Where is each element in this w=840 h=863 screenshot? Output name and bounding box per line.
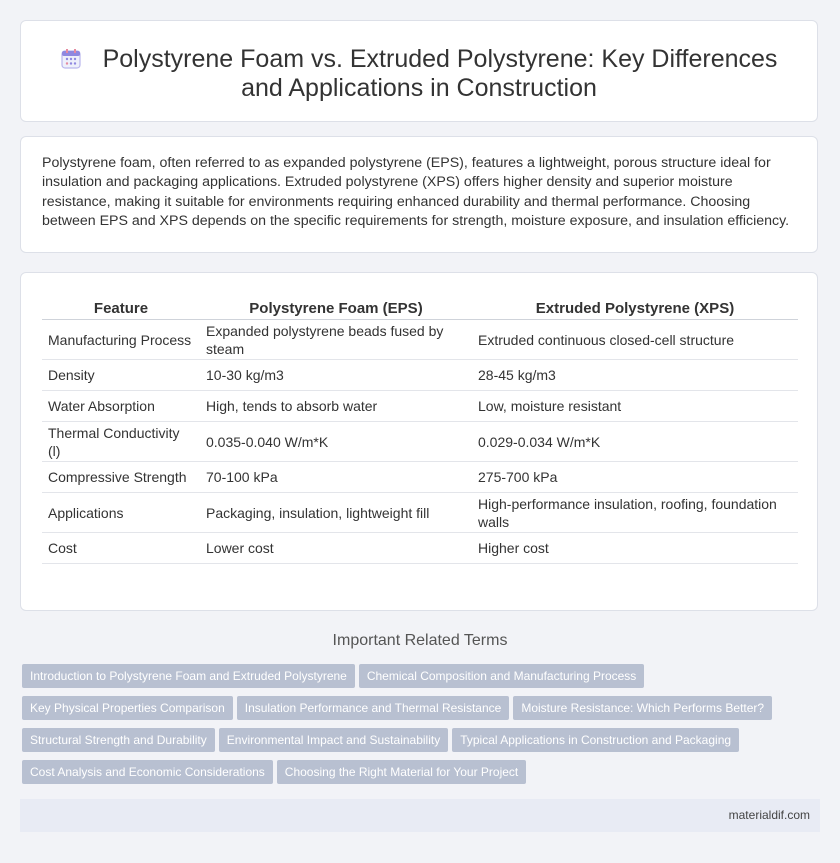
- header-feature: Feature: [42, 297, 200, 320]
- table-row: [42, 422, 798, 462]
- table-row: [42, 391, 798, 422]
- related-terms-title: Important Related Terms: [332, 632, 508, 649]
- footer-bar: [20, 799, 820, 832]
- table-cell: Compressive Strength: [42, 462, 200, 493]
- tag-row: [22, 664, 782, 696]
- table-cell: 0.029-0.034 W/m*K: [472, 422, 798, 462]
- intro-card: [20, 136, 818, 253]
- tag-row: [22, 728, 782, 760]
- table-row: [42, 320, 798, 360]
- table-cell: High, tends to absorb water: [200, 391, 472, 422]
- table-cell: High-performance insulation, roofing, foundation walls: [472, 493, 798, 533]
- intro-paragraph: Polystyrene foam, often referred to as expanded polystyrene (EPS), features a lightweight, porous structure ideal for insulation and packaging applications. Extruded polystyrene (XPS) offers higher density and superior moisture resistance, making it suitable for environments requiring enhanced durability and thermal performance. Choosing between EPS and XPS depends on the specific requirements for strength, moisture exposure, and insulation efficiency.: [42, 155, 790, 229]
- table-cell: Packaging, insulation, lightweight fill: [200, 493, 472, 533]
- tag-row: [22, 696, 782, 728]
- term-tag[interactable]: Cost Analysis and Economic Considerations: [22, 760, 273, 784]
- table-cell: Higher cost: [472, 533, 798, 564]
- table-cell: Lower cost: [200, 533, 472, 564]
- table-header-row: [42, 297, 798, 320]
- table-cell: Cost: [42, 533, 200, 564]
- table-cell: Extruded continuous closed-cell structure: [472, 320, 798, 360]
- comparison-table: [42, 297, 798, 564]
- header-xps: Extruded Polystyrene (XPS): [472, 297, 798, 320]
- term-tag[interactable]: Introduction to Polystyrene Foam and Extruded Polystyrene: [22, 664, 355, 688]
- header-eps: Polystyrene Foam (EPS): [200, 297, 472, 320]
- table-cell: 275-700 kPa: [472, 462, 798, 493]
- tag-row: [22, 760, 782, 792]
- term-tag[interactable]: Moisture Resistance: Which Performs Better?: [513, 696, 772, 720]
- table-cell: 28-45 kg/m3: [472, 360, 798, 391]
- term-tag[interactable]: Environmental Impact and Sustainability: [219, 728, 448, 752]
- table-row: [42, 493, 798, 533]
- table-cell: Applications: [42, 493, 200, 533]
- term-tag[interactable]: Choosing the Right Material for Your Project: [277, 760, 526, 784]
- term-tag[interactable]: Chemical Composition and Manufacturing Process: [359, 664, 644, 688]
- page-title: Polystyrene Foam vs. Extruded Polystyrene: Key Differences and Applications in Construction: [102, 45, 778, 102]
- calendar-icon: [61, 49, 81, 69]
- table-cell: Density: [42, 360, 200, 391]
- table-cell: Expanded polystyrene beads fused by steam: [200, 320, 472, 360]
- table-cell: Thermal Conductivity (l): [42, 422, 200, 462]
- table-row: [42, 533, 798, 564]
- title-card: [20, 20, 818, 122]
- related-terms-list: [22, 664, 782, 792]
- term-tag[interactable]: Insulation Performance and Thermal Resistance: [237, 696, 510, 720]
- table-cell: Low, moisture resistant: [472, 391, 798, 422]
- table-row: [42, 360, 798, 391]
- term-tag[interactable]: Typical Applications in Construction and Packaging: [452, 728, 739, 752]
- footer-site-link[interactable]: materialdif.com: [728, 808, 810, 822]
- term-tag[interactable]: Key Physical Properties Comparison: [22, 696, 233, 720]
- table-cell: 0.035-0.040 W/m*K: [200, 422, 472, 462]
- table-cell: 10-30 kg/m3: [200, 360, 472, 391]
- comparison-card: [20, 272, 818, 611]
- term-tag[interactable]: Structural Strength and Durability: [22, 728, 215, 752]
- table-cell: Water Absorption: [42, 391, 200, 422]
- table-row: [42, 462, 798, 493]
- table-cell: Manufacturing Process: [42, 320, 200, 360]
- table-cell: 70-100 kPa: [200, 462, 472, 493]
- page-title-wrap: [21, 45, 817, 103]
